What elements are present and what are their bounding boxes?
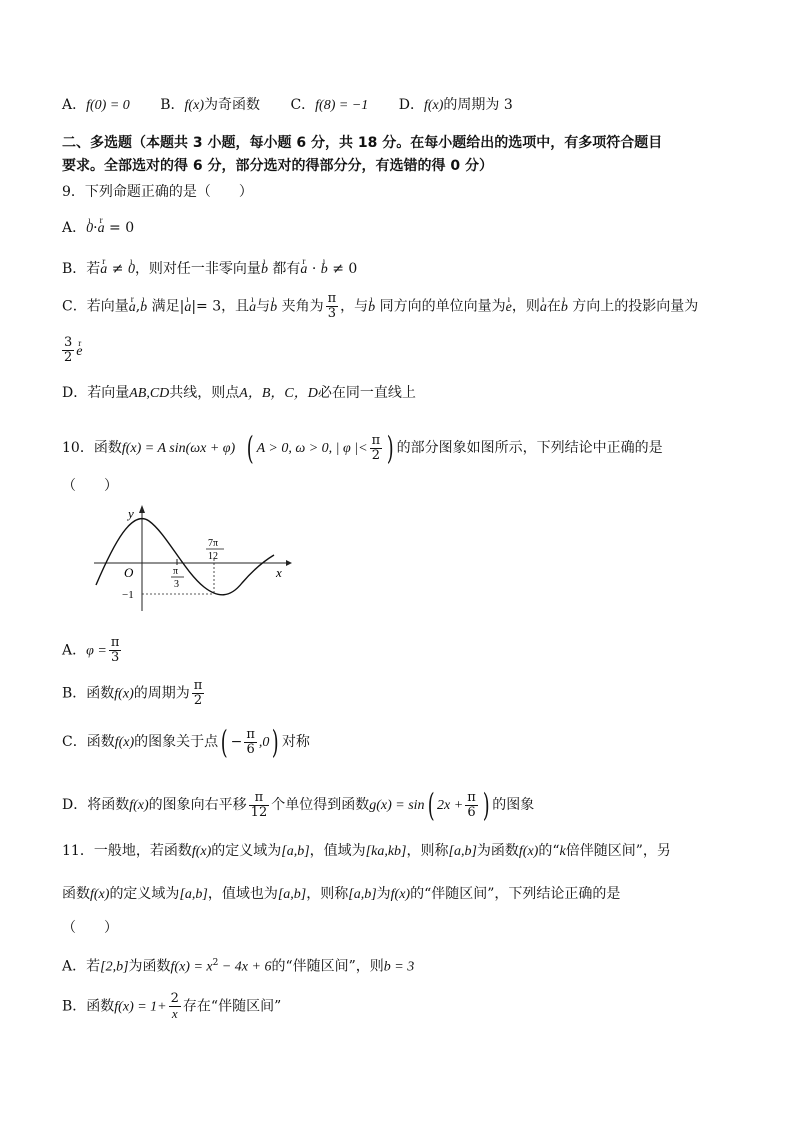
left-paren: ( <box>246 429 254 467</box>
numerator: π <box>249 791 270 806</box>
function-rest: − 4x + 6 <box>218 959 272 975</box>
text: 函数 <box>62 886 90 902</box>
vector-b: ı b <box>270 298 277 318</box>
option-label: D．若向量 <box>62 385 130 401</box>
dot-operator: · <box>93 220 98 236</box>
option-d-text: 的周期为 3 <box>443 97 513 113</box>
option-label: D．将函数 <box>62 797 130 813</box>
text: 11．一般地，若函数 <box>62 843 192 859</box>
denominator: 2 <box>193 693 203 708</box>
text: 在 <box>546 298 561 315</box>
text: 的图象关于点 <box>134 734 219 750</box>
zero: ,0 <box>258 735 270 750</box>
tick-pi3-den: 3 <box>174 579 179 590</box>
numerator: π <box>193 678 203 693</box>
text: 的图象 <box>492 797 535 813</box>
equals-zero: = 0 <box>104 220 135 236</box>
vector-e: ı e <box>506 298 512 318</box>
q11-option-a <box>62 953 414 978</box>
vector-a: r a <box>100 260 107 280</box>
numerator: π <box>110 635 120 650</box>
text: 方向上的投影向量为 <box>567 298 699 315</box>
text: ，则对任一非零向量 <box>134 261 261 277</box>
q10-option-d <box>62 786 535 824</box>
text: 的周期为 <box>133 685 190 702</box>
neq: ≠ <box>107 261 128 277</box>
option-b-label: B． <box>160 97 185 113</box>
origin-label: O <box>124 565 134 580</box>
interval: [a,b] <box>277 887 307 902</box>
function: f(x) <box>518 844 539 859</box>
text: 为 <box>376 886 391 902</box>
q9-stem: 9．下列命题正确的是（ ） <box>62 184 253 200</box>
denominator: 3 <box>327 306 337 321</box>
y-label: y <box>128 506 134 521</box>
fraction <box>249 791 270 820</box>
text: 存在“伴随区间” <box>182 998 282 1015</box>
option-label: C．若向量 <box>62 298 129 315</box>
text: 的“ <box>538 843 560 859</box>
function: f(x) = x <box>170 959 213 975</box>
function: f(x) <box>114 735 135 750</box>
denominator: 3 <box>110 650 120 665</box>
interval: [a,b] <box>348 887 377 902</box>
q11-line1 <box>62 841 671 862</box>
function: f(x) <box>114 686 134 702</box>
q10-option-c <box>62 723 310 761</box>
interval: [a,b] <box>179 887 208 902</box>
phi: φ = <box>86 643 107 659</box>
fraction <box>169 992 181 1021</box>
comma: , <box>135 298 141 315</box>
text: 的图象向右平移 <box>148 797 247 813</box>
q10-option-a <box>62 636 123 665</box>
option-label: B．若 <box>62 261 101 277</box>
left-paren: ( <box>427 786 435 824</box>
text: 的部分图象如图所示，下列结论中正确的是 <box>396 440 663 456</box>
text: 为函数 <box>476 843 519 859</box>
option-b-text: 为奇函数 <box>203 97 260 113</box>
option-d-math: f(x) <box>423 98 444 113</box>
q10-option-b <box>62 679 206 708</box>
denominator: x <box>171 1006 178 1021</box>
text: |= 3，且 <box>191 298 250 315</box>
b-value: b = 3 <box>383 959 415 975</box>
vector-a: r a <box>129 298 136 318</box>
option-label: A． <box>62 642 87 659</box>
q9-option-c <box>62 292 698 321</box>
right-paren: ) <box>482 786 490 824</box>
minus: − <box>230 734 243 750</box>
fraction <box>465 791 478 820</box>
section-header-line2: 要求。全部选对的得 6 分，部分选对的得部分分，有选错的得 0 分） <box>62 158 493 174</box>
section-header-line1: 二、多选题（本题共 3 小题，每小题 6 分，共 18 分。在每小题给出的选项中，有多项符合题目 <box>62 135 663 151</box>
k: k <box>559 844 566 859</box>
option-d-label: D． <box>398 97 424 113</box>
text: ，则 <box>511 298 540 315</box>
text: 都有 <box>267 261 301 277</box>
fraction-3-2 <box>62 336 74 365</box>
condition: A > 0, ω > 0, | φ |< <box>256 441 368 456</box>
function-g: g(x) = sin <box>369 798 425 813</box>
q8-options <box>62 95 539 116</box>
text: ，则称 <box>406 843 449 859</box>
option-label: C．函数 <box>62 734 115 750</box>
denominator: 6 <box>467 804 476 820</box>
denominator: 2 <box>64 350 73 365</box>
interval: [a,b] <box>448 844 477 859</box>
function-formula: f(x) = A sin(ωx + φ) <box>121 441 236 456</box>
numerator: 2 <box>170 991 179 1006</box>
right-paren: ) <box>386 429 394 467</box>
text: ≠ 0 <box>327 261 358 277</box>
option-c-math: f(8) = −1 <box>315 98 369 113</box>
q11-paren: （ ） <box>62 920 118 936</box>
q11-option-b <box>62 992 281 1021</box>
tick-7pi12-num: 7π <box>208 538 219 549</box>
fraction <box>244 728 257 757</box>
x-label: x <box>276 565 282 580</box>
vector-a: ı a <box>184 298 191 318</box>
text: 共线，则点 <box>169 385 240 401</box>
text: 同方向的单位向量为 <box>375 298 506 315</box>
text: 的“伴随区间”，则 <box>271 958 384 975</box>
numerator: π <box>246 726 255 742</box>
option-a-label: A． <box>62 97 87 113</box>
option-c-label: C． <box>290 97 316 113</box>
fraction <box>109 636 122 665</box>
text: ，值域也为 <box>207 886 278 902</box>
points: A，B，C，D <box>239 386 318 401</box>
option-label: A． <box>62 220 87 236</box>
vector-b: ı b <box>261 260 268 280</box>
text: 夹角为 <box>277 298 324 315</box>
left-paren: ( <box>220 723 228 761</box>
q9-option-c-answer <box>62 336 83 365</box>
q11-line2 <box>62 884 620 905</box>
text: 的“伴随区间”，下列结论正确的是 <box>410 886 621 902</box>
option-label: B．函数 <box>62 685 115 702</box>
exponent: 2 <box>212 958 219 968</box>
text: ，则称 <box>306 886 349 902</box>
y-axis-arrow-icon <box>139 505 145 513</box>
q10-stem <box>62 429 663 467</box>
dot-operator: · <box>307 261 321 277</box>
denominator: 2 <box>371 447 380 463</box>
vector-a: ı a <box>249 298 256 318</box>
q9-option-d <box>62 383 416 404</box>
text: 为函数 <box>128 958 171 975</box>
tick-pi3-num: π <box>173 566 179 577</box>
function: f(x) = 1+ <box>114 999 167 1015</box>
x-axis-arrow-icon <box>286 560 292 566</box>
tick-7pi12-den: 12 <box>208 551 218 562</box>
text: 满足| <box>147 298 185 315</box>
function: f(x) <box>390 887 411 902</box>
option-label: B．函数 <box>62 998 115 1015</box>
interval: [a,b] <box>281 844 310 859</box>
option-label: A．若 <box>62 958 101 975</box>
vector-b: ı b <box>321 260 328 280</box>
inner-expression: 2x + <box>437 798 464 813</box>
text: 与 <box>256 298 271 315</box>
denominator: 6 <box>246 741 255 757</box>
q9-option-a <box>62 218 134 239</box>
interval: [ka,kb] <box>365 844 407 859</box>
numerator: 3 <box>64 335 73 350</box>
vector-b: ı b <box>368 298 375 318</box>
text: 的定义域为 <box>211 843 282 859</box>
denominator: 12 <box>250 804 268 820</box>
interval: [2,b] <box>100 959 129 975</box>
vector-b: ı b <box>140 298 147 318</box>
text: ，与 <box>340 298 369 315</box>
vectors-ab-cd: AB,CD <box>129 386 170 401</box>
zero-vector: ı 0 <box>86 219 93 239</box>
function: f(x) <box>90 887 110 902</box>
sine-graph <box>94 503 294 611</box>
fraction <box>192 679 205 708</box>
q10-paren: （ ） <box>62 478 118 494</box>
numerator: π <box>327 291 337 306</box>
vector-a: ı a <box>540 298 547 318</box>
sine-curve <box>96 519 274 595</box>
option-a-math: f(0) = 0 <box>86 98 130 113</box>
vector-a: r a <box>98 219 105 239</box>
q9-option-b <box>62 259 357 280</box>
vector-b: ı b <box>561 298 568 318</box>
fraction-pi-3 <box>326 292 339 321</box>
function: f(x) <box>129 798 149 813</box>
zero-vector: ı 0 <box>128 260 135 280</box>
text: 倍伴随区间”，另 <box>565 843 671 859</box>
text: 对称 <box>281 734 310 750</box>
text: 10．函数 <box>62 440 122 456</box>
text: ，值域为 <box>309 843 366 859</box>
vector-e: r e <box>76 342 82 362</box>
function: f(x) <box>191 844 212 859</box>
text: 个单位得到函数 <box>271 797 370 813</box>
y-min-label: −1 <box>122 589 134 601</box>
numerator: π <box>467 789 476 805</box>
fraction-pi-2 <box>370 434 383 463</box>
numerator: π <box>371 432 381 448</box>
option-b-math: f(x) <box>184 98 204 113</box>
vector-a: r a <box>300 260 307 280</box>
text: 的定义域为 <box>109 886 180 902</box>
right-paren: ) <box>272 723 280 761</box>
text: 必在同一直线上 <box>317 385 416 401</box>
